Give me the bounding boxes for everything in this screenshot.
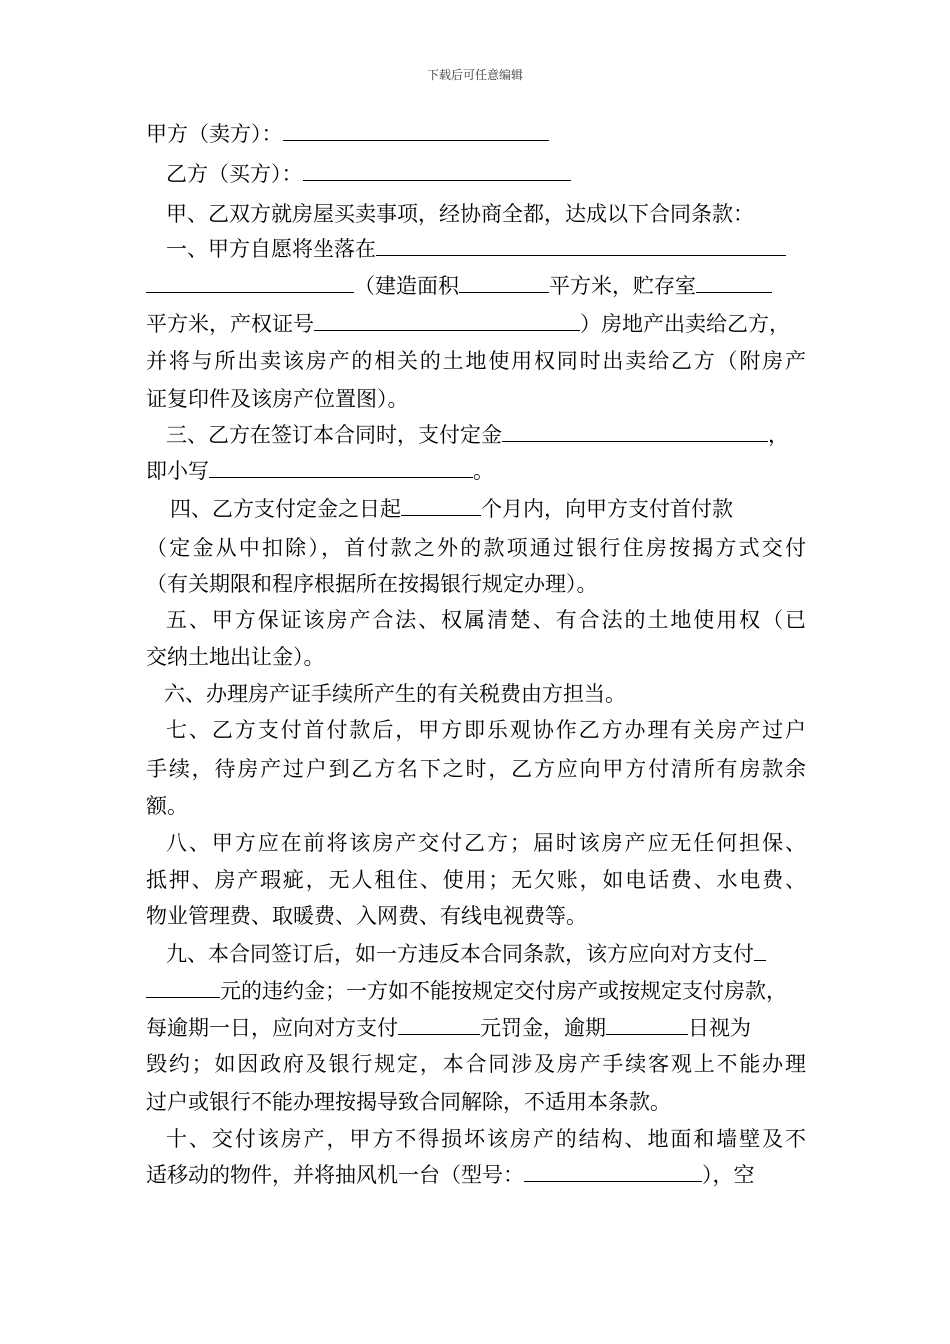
- lowercase-label: 即小写: [146, 459, 209, 483]
- clause-7-line-2: 手续，待房产过户到乙方名下之时，乙方应向甲方付清所有房款余: [146, 757, 806, 781]
- intro-line: [166, 200, 754, 228]
- clause-1-line-3: [146, 310, 790, 338]
- months-blank: [401, 495, 481, 516]
- cert-tail: ）房地产出卖给乙方，: [580, 312, 790, 336]
- clause-4-tail: 个月内，向甲方支付首付款: [481, 497, 733, 521]
- storage-blank: [696, 272, 772, 293]
- penalty-blank: [146, 977, 220, 998]
- clause-10-line-2: [146, 1161, 755, 1189]
- clause-7-line-1: 七、乙方支付首付款后，甲方即乐观协作乙方办理有关房产过户: [166, 718, 806, 742]
- clause-6-line: 六、办理房产证手续所产生的有关税费由方担当。: [164, 682, 626, 706]
- seller-line: [146, 120, 549, 148]
- clause-1-line-5: 证复印件及该房产位置图）。: [146, 387, 409, 411]
- clause-1-line-1: [166, 235, 786, 263]
- clause-3-line-2: [146, 457, 494, 485]
- storage-label: 平方米，贮存室: [549, 274, 696, 298]
- clause-4-line-1: [170, 495, 733, 523]
- clause-9-line-5: 过户或银行不能办理按揭导致合同解除，不适用本条款。: [146, 1090, 671, 1114]
- buyer-blank: [303, 160, 571, 181]
- clause-9-line-1: [166, 940, 766, 968]
- deposit-label: 三、乙方在签订本合同时，支付定金: [166, 423, 502, 447]
- area-label: （建造面积: [354, 274, 459, 298]
- location-blank-cont: [146, 272, 354, 293]
- clause-1-text: 一、甲方自愿将坐落在: [166, 237, 376, 261]
- area-blank: [459, 272, 549, 293]
- clause-5-line-1: 五、甲方保证该房产合法、权属清楚、有合法的土地使用权（已: [166, 608, 806, 632]
- clause-9-line-4: 毁约；如因政府及银行规定，本合同涉及房产手续客观上不能办理: [146, 1052, 806, 1076]
- clause-1-line-2: [146, 272, 772, 300]
- daily-fine-label: 每逾期一日，应向对方支付: [146, 1016, 398, 1040]
- clause-5-line-2: 交纳土地出让金）。: [146, 645, 325, 669]
- clause-4-line-2: （定金从中扣除），首付款之外的款项通过银行住房按揭方式交付: [146, 536, 806, 560]
- overdue-tail: 日视为: [688, 1016, 751, 1040]
- deposit-comma: ，: [768, 423, 789, 447]
- fan-tail: ），空: [702, 1163, 755, 1187]
- lowercase-blank: [209, 457, 473, 478]
- clause-8-line-3: 物业管理费、取暖费、入网费、有线电视费等。: [146, 904, 587, 928]
- cert-blank: [314, 310, 580, 331]
- clause-7-line-3: 额。: [146, 794, 188, 818]
- fan-model-blank: [524, 1161, 702, 1182]
- penalty-blank-start: [754, 940, 766, 961]
- clause-8-line-2: 抵押、房产瑕疵，无人租住、使用；无欠账，如电话费、水电费、: [146, 868, 806, 892]
- fan-label: 适移动的物件，并将抽风机一台（型号：: [146, 1163, 524, 1187]
- clause-9-line-2: [146, 977, 787, 1005]
- daily-fine-blank: [398, 1014, 480, 1035]
- deposit-blank: [502, 421, 768, 442]
- penalty-tail: 元的违约金；一方如不能按规定交付房产或按规定支付房款，: [220, 979, 787, 1003]
- clause-9-text: 九、本合同签订后，如一方违反本合同条款，该方应向对方支付: [166, 942, 754, 966]
- buyer-label: 乙方（买方）：: [166, 162, 303, 186]
- clause-4-line-3: （有关期限和程序根据所在按揭银行规定办理）。: [146, 572, 598, 596]
- seller-label: 甲方（卖方）：: [146, 122, 283, 146]
- clause-10-line-1: 十、交付该房产，甲方不得损坏该房产的结构、地面和墙壁及不: [166, 1127, 806, 1151]
- clause-4-text: 四、乙方支付定金之日起: [170, 497, 401, 521]
- cert-label: 平方米，产权证号: [146, 312, 314, 336]
- clause-9-line-3: [146, 1014, 751, 1042]
- page-header-note: 下载后可任意编辑: [426, 68, 523, 82]
- location-blank: [376, 235, 786, 256]
- clause-1-line-4: 并将与所出卖该房产的相关的土地使用权同时出卖给乙方（附房产: [146, 349, 806, 373]
- overdue-label: 元罚金，逾期: [480, 1016, 606, 1040]
- intro-text: 甲、乙双方就房屋买卖事项，经协商全都，达成以下合同条款：: [166, 202, 754, 226]
- buyer-line: [166, 160, 571, 188]
- clause-8-line-1: 八、甲方应在前将该房产交付乙方；届时该房产应无任何担保、: [166, 831, 806, 855]
- overdue-days-blank: [606, 1014, 688, 1035]
- lowercase-period: 。: [473, 459, 494, 483]
- seller-blank: [283, 120, 549, 141]
- clause-3-line-1: [166, 421, 789, 449]
